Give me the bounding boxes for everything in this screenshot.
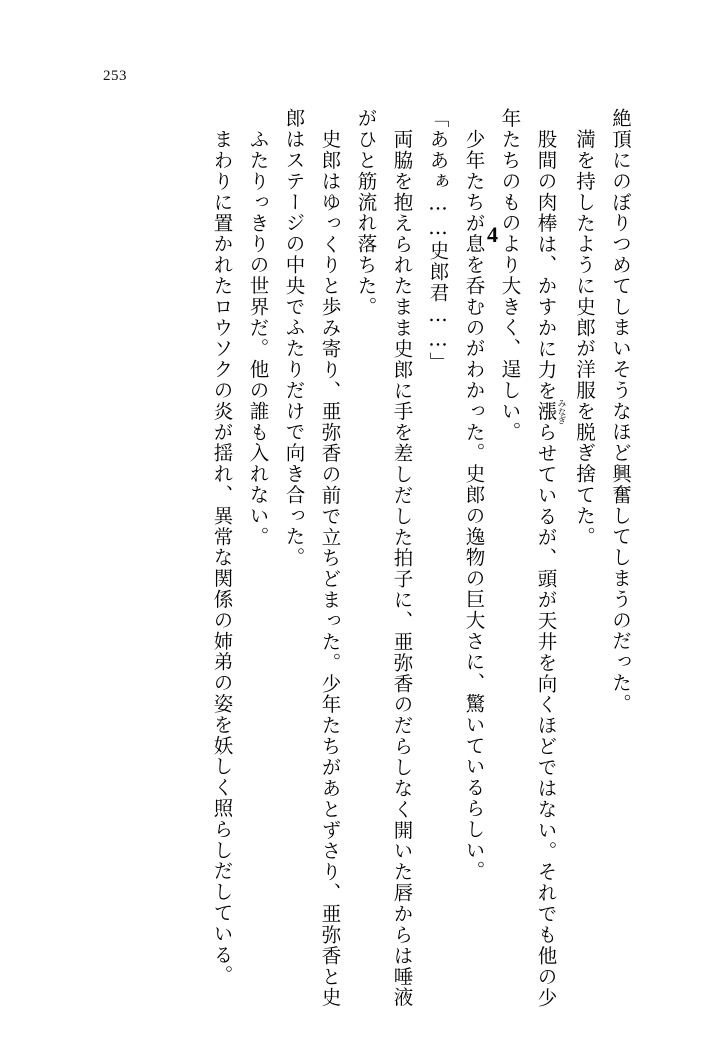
paragraph-1: 絶頂にのぼりつめてしまいそうなほど興奮してしまうのだった。 [609,108,632,715]
paragraph-2: 満を持したように史郎が洋服を脱ぎ捨てた。 [573,129,596,547]
body-text-vertical [204,108,639,1008]
paragraph-6: 両脇を抱えられたまま史郎に手を差しだした拍子に、亜弥香のだらしなく開いた唇からは唾液がひと筋流れ落ちた。 [354,108,414,1008]
section-number: 4 [487,222,498,247]
paragraph-9: まわりに置かれたロウソクの炎が揺れ、異常な関係の姉弟の姿を妖しく照らしだしている。 [210,129,234,986]
paragraph-5: 「ああぁ……史郎君……」 [426,108,450,373]
scan-edge [0,0,14,1050]
paragraph-7: 史郎はゆっくりと歩み寄り、亜弥香の前で立ちどまった。少年たちがあとずさり、亜弥香と史郎はステージの中央でふたりだけで向き合った。 [282,108,342,1008]
page-number: 253 [103,68,127,84]
paragraph-4: 少年たちが息を呑むのがわかった。史郎の逸物の巨大さに、驚いているらしい。 [462,129,486,882]
paragraph-8: ふたりっきりの世界だ。他の誰も入れない。 [246,129,270,547]
paragraph-3: 股間の肉棒は、かすかに力を漲みなぎらせているが、頭が天井を向くほどではない。それでも他の少年たちのものより大きく、逞しい。 [498,108,566,1008]
